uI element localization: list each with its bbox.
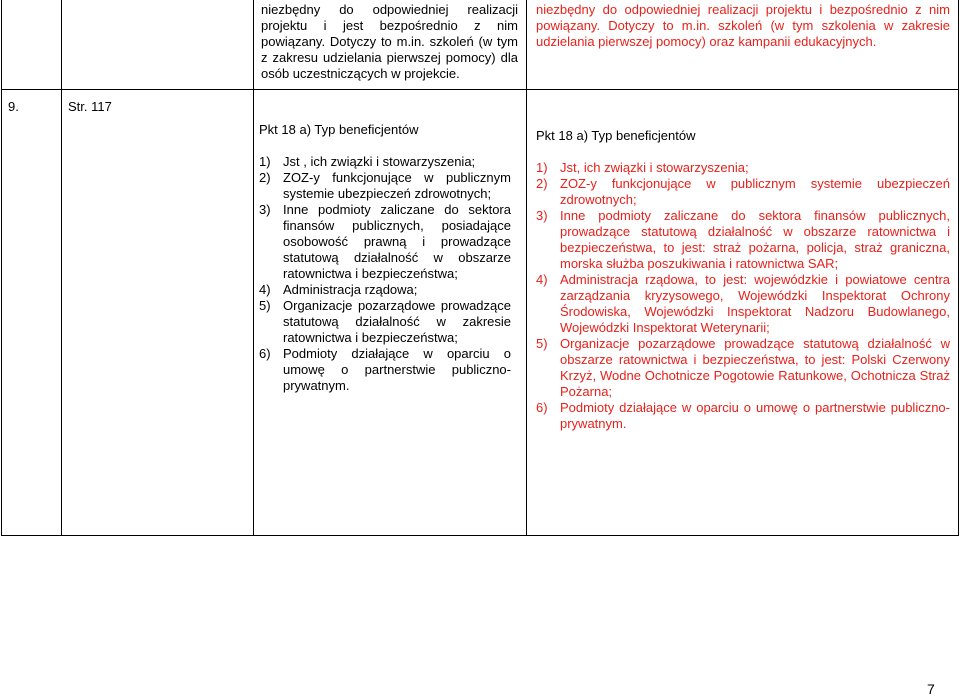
item-text: Podmioty działające w oparciu o umowę o partnerstwie publiczno-prywatnym. [560,400,950,431]
original-text: niezbędny do odpowiedniej realizacji projektu i jest bezpośrednio z nim powiązany. Dotyczy to m.in. szkoleń (w tym z zakresu udzielania pierwszej pomocy) dla osób uczestniczących w projekcie. [261,2,518,81]
item-text: Organizacje pozarządowe prowadzące statutową działalność w obszarze ratownictwa i bezpieczeństwa, to jest: Polski Czerwony Krzyż, Wodne Ochotnicze Pogotowie Ratunkowe, Ochotnicza Straż Pożarna; [560,336,950,399]
number-cell [2,90,62,536]
list-item [536,208,950,272]
item-text: Jst , ich związki i stowarzyszenia; [283,154,476,169]
original-content [253,122,518,394]
original-text-cell [254,0,527,90]
proposed-beneficiary-list [527,160,958,432]
item-text: Administracja rządowa; [283,282,418,297]
proposed-heading: Pkt 18 a) Typ beneficjentów [536,128,696,143]
number-cell [2,0,62,90]
list-item [536,176,950,208]
item-text: Organizacje pozarządowe prowadzące statutową działalność w zakresie ratownictwa i bezpieczeństwa; [283,298,511,345]
item-text: Inne podmioty zaliczane do sektora finansów publicznych, prowadzące statutową działalność w obszarze ratownictwa i bezpieczeństwa, to jest: straż pożarna, policja, straż graniczna, morska służba poszukiwania i ratownictwa SAR; [560,208,950,271]
item-text: ZOZ-y funkcjonujące w publicznym systemie ubezpieczeń zdrowotnych; [560,176,950,207]
list-item [259,170,511,202]
item-number: 3) [259,202,271,217]
original-beneficiary-list [253,154,518,394]
page-ref-cell [62,90,254,536]
item-number: 2) [536,176,548,191]
item-text: Podmioty działające w oparciu o umowę o partnerstwie publiczno-prywatnym. [283,346,511,393]
list-item [259,202,511,282]
list-item [536,272,950,336]
page-reference: Str. 117 [68,99,112,114]
table-row [2,0,959,90]
proposed-text: niezbędny do odpowiedniej realizacji projektu i bezpośrednio z nim powiązany. Dotyczy to m.in. szkoleń (w tym szkolenia w zakresie udzielania pierwszej pomocy) oraz kampanii edukacyjnych. [536,2,950,49]
list-item [536,400,950,432]
proposed-text-cell [527,90,959,536]
page-number: 7 [927,681,935,697]
item-number: 3) [536,208,548,223]
item-number: 1) [536,160,548,175]
item-text: Administracja rządowa, to jest: wojewódzkie i powiatowe centra zarządzania kryzysowego, Wojewódzki Inspektorat Ochrony Środowiska, Wojewódzki Inspektorat Nadzoru Budowlanego, Wojewódzki Inspektorat Weterynarii; [560,272,950,335]
item-number: 2) [259,170,271,185]
list-item [536,336,950,400]
item-number: 4) [536,272,548,287]
page-ref-cell [62,0,254,90]
item-number: 1) [259,154,271,169]
list-item [259,298,511,346]
row-number: 9. [8,99,19,114]
item-text: Inne podmioty zaliczane do sektora finansów publicznych, posiadające osobowość prawną i prowadzące statutową działalność w obszarze ratownictwa i bezpieczeństwa; [283,202,511,281]
item-number: 6) [536,400,548,415]
item-number: 4) [259,282,271,297]
original-heading: Pkt 18 a) Typ beneficjentów [259,122,419,137]
item-number: 6) [259,346,271,361]
item-text: Jst, ich związki i stowarzyszenia; [560,160,749,175]
list-item [259,346,511,394]
item-number: 5) [536,336,548,351]
list-item [259,282,511,298]
proposed-text-cell [527,0,959,90]
item-number: 5) [259,298,271,313]
item-text: ZOZ-y funkcjonujące w publicznym systemie ubezpieczeń zdrowotnych; [283,170,511,201]
list-item [259,154,511,170]
list-item [536,160,950,176]
